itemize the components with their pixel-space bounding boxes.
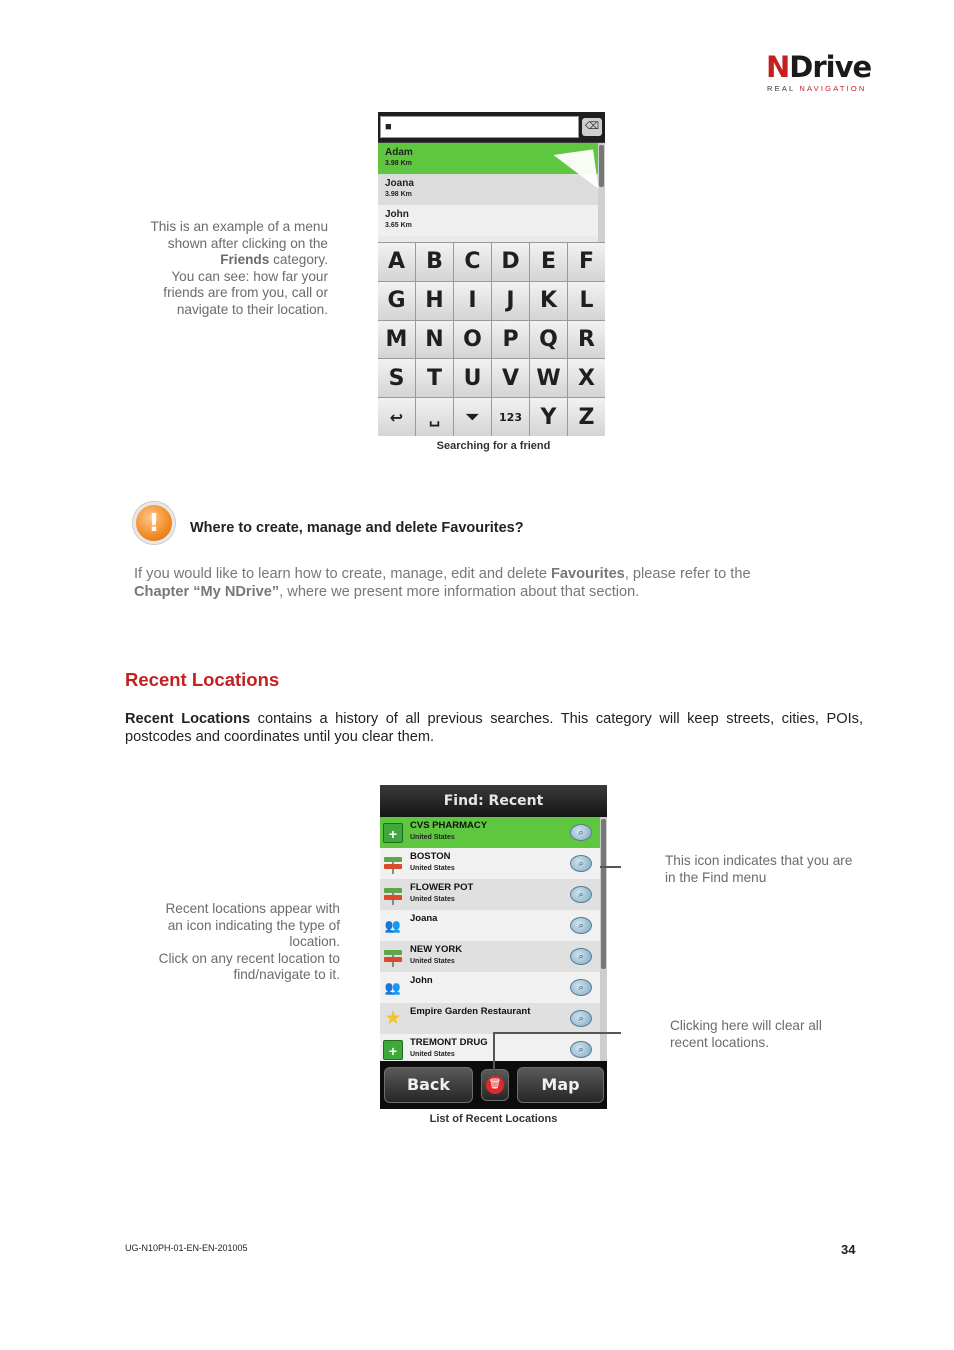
callout-line — [493, 1032, 621, 1034]
list-item[interactable]: Joana 3.98 Km — [378, 174, 600, 205]
favourite-star-icon: ★ — [384, 1008, 402, 1029]
numbers-key[interactable]: 123 — [492, 398, 529, 436]
friends-menu-note: This is an example of a menu shown after clicking on the Friends category. You can see: how far your friends are from you, call or navigate to their location. — [150, 219, 328, 317]
key[interactable]: O — [454, 321, 491, 359]
find-icon[interactable]: ⌕ — [570, 948, 592, 965]
key[interactable]: H — [416, 282, 453, 320]
list-item[interactable]: + TREMONT DRUG United States ⌕ — [380, 1034, 600, 1065]
ndrive-logo — [766, 50, 876, 95]
figure-caption: Searching for a friend — [436, 440, 551, 452]
key[interactable]: S — [378, 359, 415, 397]
pointer-arrow-icon — [553, 149, 598, 194]
list-item[interactable]: FLOWER POT United States ⌕ — [380, 879, 600, 910]
key[interactable]: B — [416, 243, 453, 281]
key[interactable]: M — [378, 321, 415, 359]
trash-icon: 🗑 — [486, 1076, 504, 1094]
find-icon[interactable]: ⌕ — [570, 979, 592, 996]
find-icon[interactable]: ⌕ — [570, 824, 592, 841]
list-item[interactable]: NEW YORK United States ⌕ — [380, 941, 600, 972]
friend-search-screenshot — [378, 112, 605, 436]
hide-keyboard-icon[interactable]: ⏷ — [454, 398, 491, 436]
figure-caption: List of Recent Locations — [429, 1113, 558, 1125]
section-heading: Recent Locations — [125, 669, 280, 690]
list-item[interactable]: 👥 John ⌕ — [380, 972, 600, 1003]
signpost-icon — [383, 854, 403, 874]
clear-history-button[interactable] — [481, 1069, 509, 1101]
list-item[interactable]: BOSTON United States ⌕ — [380, 848, 600, 879]
key[interactable]: P — [492, 321, 529, 359]
list-item[interactable]: ★ Empire Garden Restaurant ⌕ — [380, 1003, 600, 1034]
key[interactable]: J — [492, 282, 529, 320]
screen-title: Find: Recent — [380, 785, 607, 817]
key[interactable]: Q — [530, 321, 567, 359]
warning-title: Where to create, manage and delete Favourites? — [190, 520, 524, 536]
key[interactable]: R — [568, 321, 605, 359]
signpost-icon — [383, 885, 403, 905]
scrollbar-thumb[interactable] — [599, 145, 604, 187]
key[interactable]: D — [492, 243, 529, 281]
key[interactable]: E — [530, 243, 567, 281]
callout-line — [600, 866, 621, 868]
key[interactable]: X — [568, 359, 605, 397]
key[interactable]: N — [416, 321, 453, 359]
clear-button-note: Clicking here will clear all recent locations. — [670, 1018, 822, 1050]
key[interactable]: T — [416, 359, 453, 397]
map-button[interactable]: Map — [517, 1067, 604, 1103]
find-icon[interactable]: ⌕ — [570, 1010, 592, 1027]
logo-tagline: REAL NAVIGATION — [767, 84, 867, 93]
space-key-icon[interactable]: ␣ — [416, 398, 453, 436]
search-input[interactable]: ■ — [380, 116, 579, 138]
key[interactable]: Z — [568, 398, 605, 436]
key[interactable]: A — [378, 243, 415, 281]
scrollbar-thumb[interactable] — [601, 819, 606, 969]
on-screen-keyboard — [378, 242, 605, 436]
list-item[interactable]: John 3.65 Km — [378, 205, 600, 236]
key[interactable]: I — [454, 282, 491, 320]
warning-icon: ! — [133, 502, 175, 544]
section-body: Recent Locations contains a history of all previous searches. This category will keep streets, cities, POIs, postcodes and coordinates until you clear them. — [125, 711, 864, 745]
search-bar — [378, 112, 605, 142]
poi-pharmacy-icon: + — [383, 1040, 403, 1060]
recent-locations-list — [380, 817, 607, 1061]
document-code: UG-N10PH-01-EN-EN-201005 — [125, 1243, 248, 1253]
callout-line — [493, 1032, 495, 1074]
signpost-icon — [383, 947, 403, 967]
key[interactable]: C — [454, 243, 491, 281]
find-icon[interactable]: ⌕ — [570, 1041, 592, 1058]
warning-text: If you would like to learn how to create, manage, edit and delete Favourites, please refer to the Chapter “My NDrive”, where we present more information about that section. — [134, 566, 751, 600]
recent-list-note: Recent locations appear with an icon indicating the type of location. Click on any recent location to find/navigate to it. — [158, 901, 340, 983]
list-item[interactable]: 👥 Joana ⌕ — [380, 910, 600, 941]
find-icon[interactable]: ⌕ — [570, 917, 592, 934]
key[interactable]: U — [454, 359, 491, 397]
page-number: 34 — [841, 1242, 856, 1257]
friends-icon: 👥 — [384, 980, 402, 995]
backspace-icon[interactable]: ⌫ — [582, 118, 602, 136]
poi-pharmacy-icon: + — [383, 823, 403, 843]
key[interactable]: Y — [530, 398, 567, 436]
find-icon[interactable]: ⌕ — [570, 886, 592, 903]
list-item[interactable]: + CVS PHARMACY United States ⌕ — [380, 817, 600, 848]
key[interactable]: V — [492, 359, 529, 397]
key[interactable]: K — [530, 282, 567, 320]
find-icon-note: This icon indicates that you are in the Find menu — [665, 853, 853, 885]
key[interactable]: W — [530, 359, 567, 397]
key[interactable]: G — [378, 282, 415, 320]
return-key-icon[interactable]: ↩ — [378, 398, 415, 436]
key[interactable]: F — [568, 243, 605, 281]
find-icon[interactable]: ⌕ — [570, 855, 592, 872]
logo-wordmark: NDrive — [766, 50, 872, 84]
friends-icon: 👥 — [384, 918, 402, 933]
list-item[interactable]: Adam 3.98 Km — [378, 143, 600, 174]
key[interactable]: L — [568, 282, 605, 320]
back-button[interactable]: Back — [384, 1067, 473, 1103]
